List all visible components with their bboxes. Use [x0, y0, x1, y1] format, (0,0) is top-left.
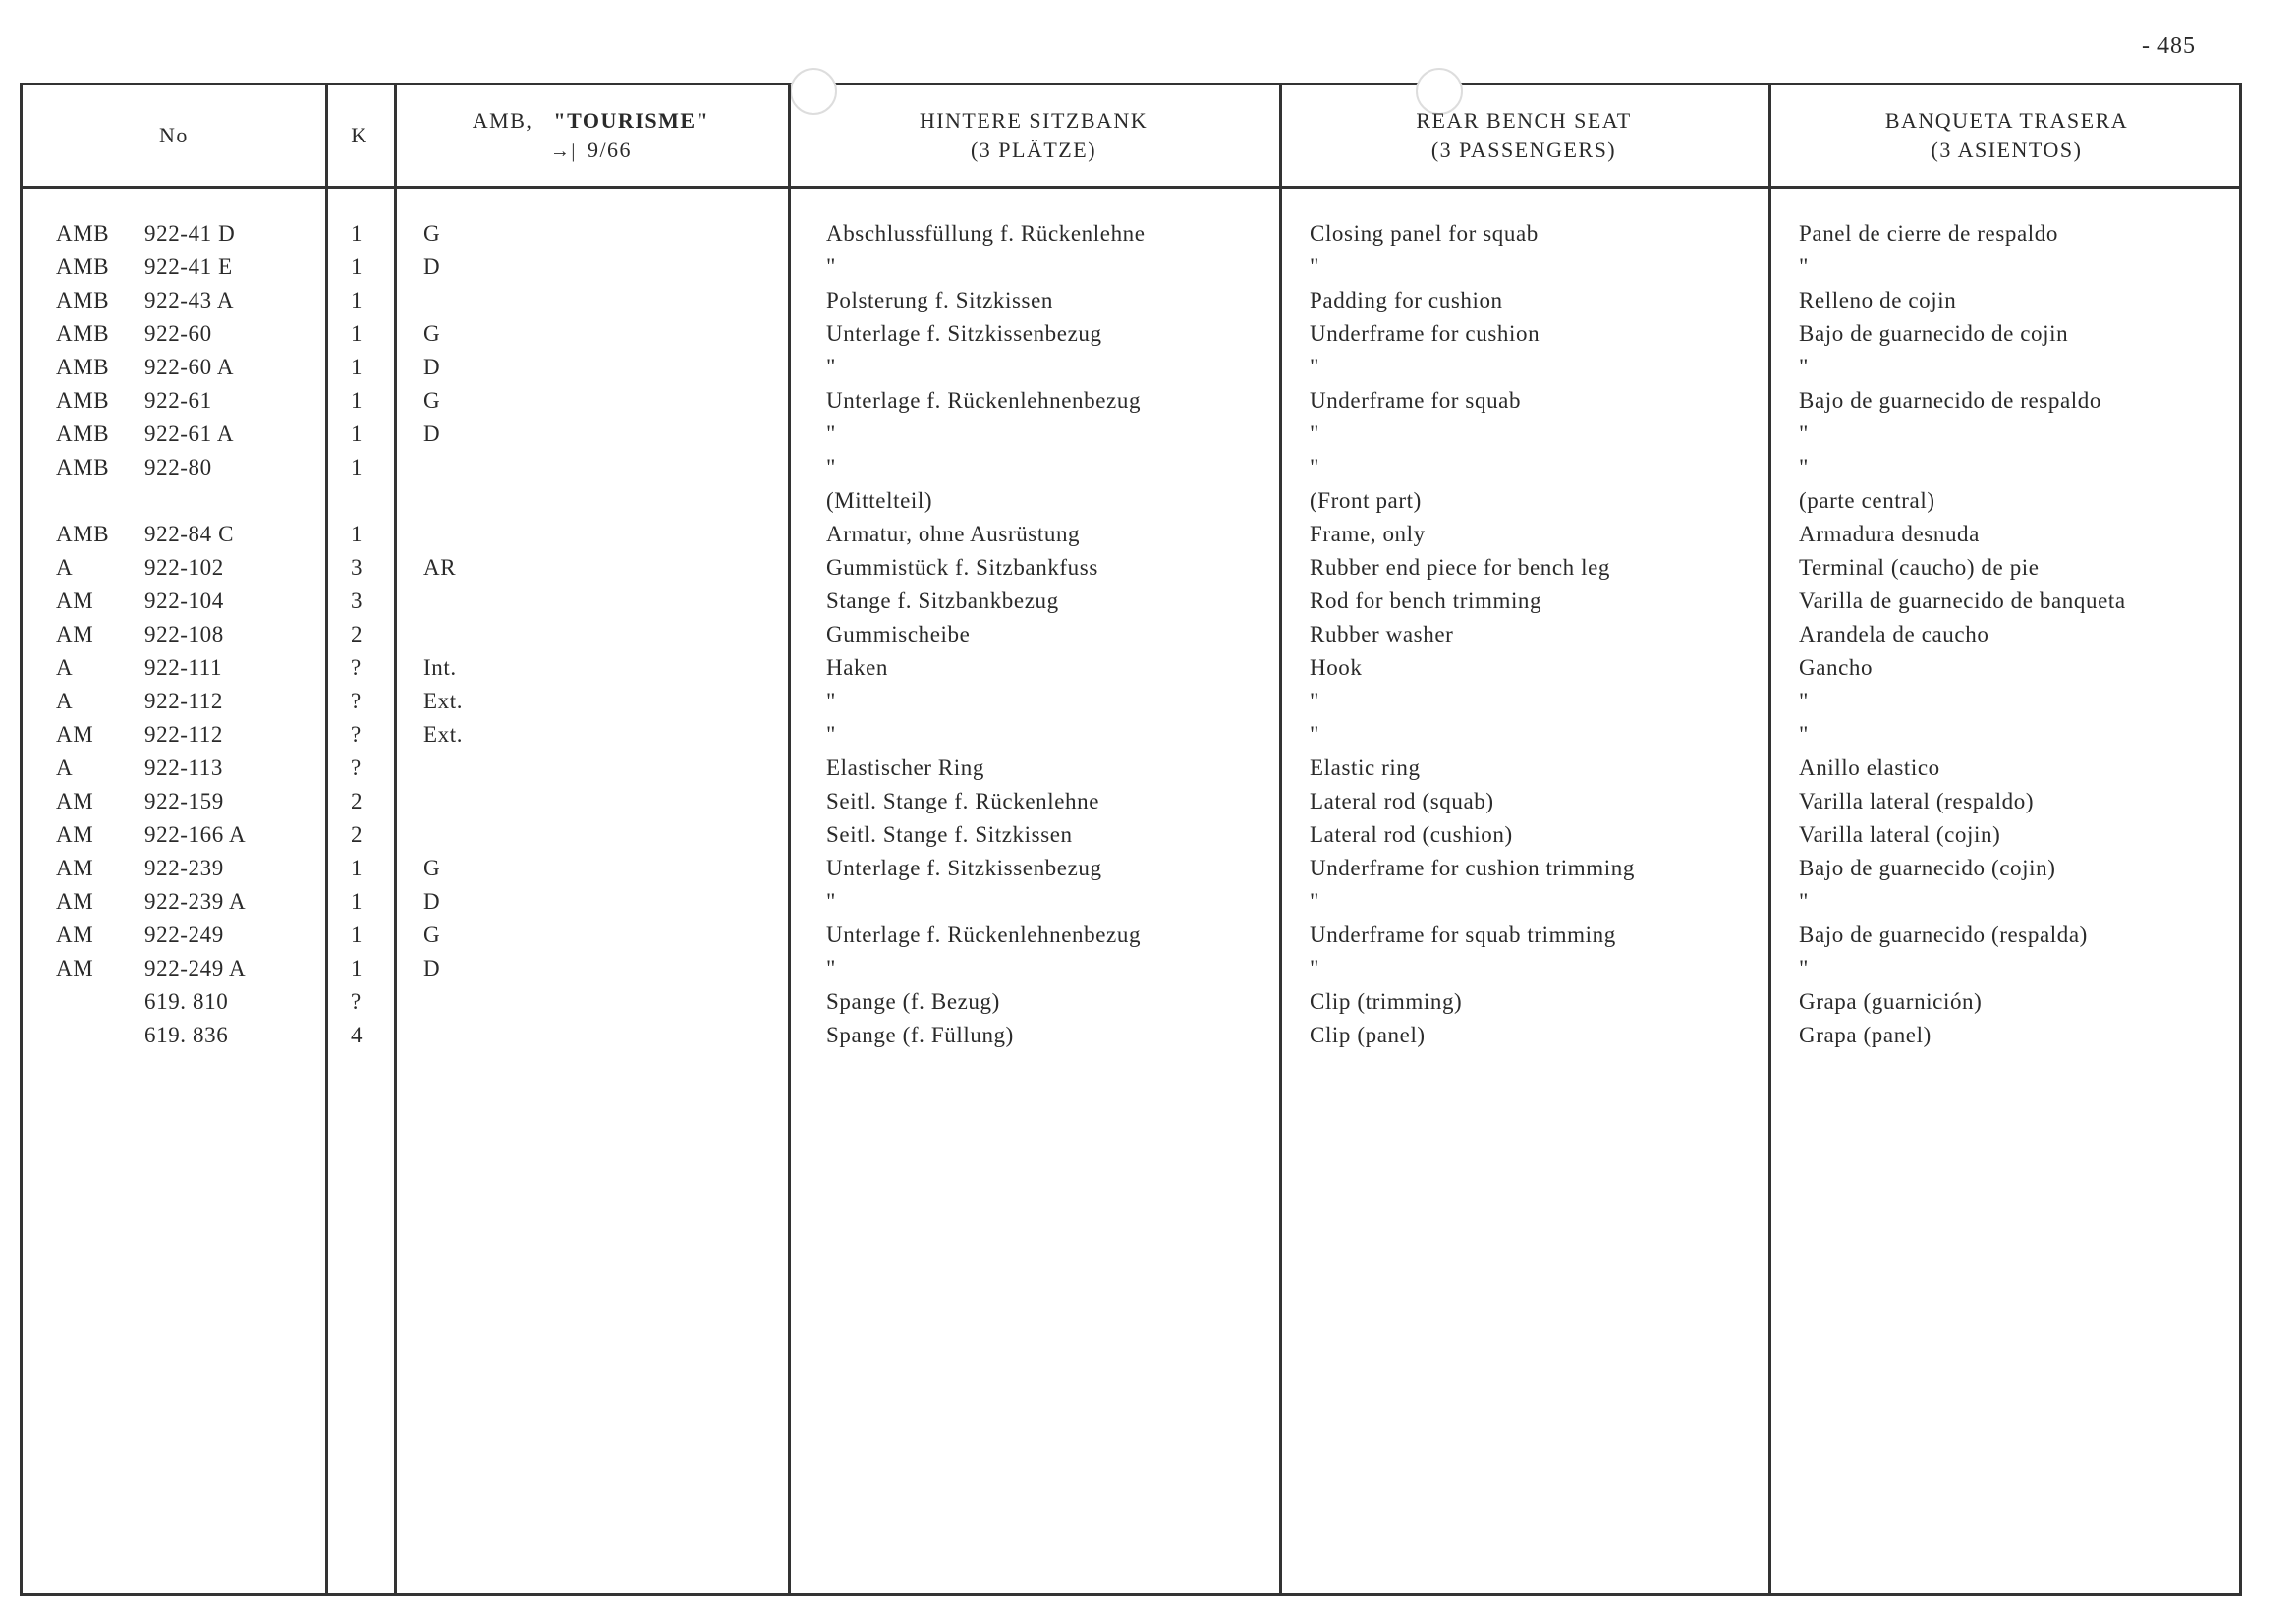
part-number: 922-113	[144, 756, 224, 780]
description-spanish: Bajo de guarnecido de respaldo	[1799, 388, 2101, 413]
part-number: 922-41 D	[144, 221, 236, 246]
description-german: Gummischeibe	[826, 622, 971, 646]
description-spanish: Bajo de guarnecido (cojin)	[1799, 856, 2056, 880]
description-spanish: "	[1799, 455, 1809, 479]
table-row	[23, 288, 2239, 321]
description-spanish: Varilla lateral (cojin)	[1799, 822, 2001, 847]
table-row	[23, 856, 2239, 889]
description-german: Haken	[826, 655, 889, 680]
description-spanish: "	[1799, 956, 1809, 980]
description-spanish: Grapa (panel)	[1799, 1023, 1932, 1047]
header-german-sub: (3 PLÄTZE)	[970, 138, 1097, 162]
description-spanish: "	[1799, 421, 1809, 446]
description-english: "	[1310, 455, 1319, 479]
variant: D	[423, 254, 441, 279]
description-german: Elastischer Ring	[826, 756, 984, 780]
table-row	[23, 254, 2239, 288]
quantity: 1	[351, 522, 364, 546]
quantity: 4	[351, 1023, 364, 1047]
description-spanish: Bajo de guarnecido de cojin	[1799, 321, 2069, 346]
description-english: Clip (panel)	[1310, 1023, 1426, 1047]
variant: G	[423, 923, 441, 947]
quantity: 1	[351, 288, 364, 312]
quantity: 3	[351, 588, 364, 613]
header-english	[1279, 85, 1768, 186]
variant: D	[423, 956, 441, 980]
description-spanish: "	[1799, 689, 1809, 713]
part-number: 922-249 A	[144, 956, 247, 980]
header-k-label: K	[351, 123, 368, 147]
table-row	[23, 555, 2239, 588]
header-model	[394, 85, 788, 186]
table-row	[23, 1023, 2239, 1056]
part-number: 922-80	[144, 455, 212, 479]
description-english: Padding for cushion	[1310, 288, 1503, 312]
description-english: "	[1310, 956, 1319, 980]
part-number: 922-41 E	[144, 254, 233, 279]
description-spanish: Grapa (guarnición)	[1799, 989, 1983, 1014]
description-english: Underframe for squab trimming	[1310, 923, 1616, 947]
part-number: 922-61	[144, 388, 212, 413]
part-prefix: AM	[56, 789, 94, 813]
description-spanish: Anillo elastico	[1799, 756, 1940, 780]
description-english: Underframe for cushion	[1310, 321, 1540, 346]
description-german: Unterlage f. Rückenlehnenbezug	[826, 388, 1142, 413]
part-number: 922-61 A	[144, 421, 235, 446]
description-german: Spange (f. Bezug)	[826, 989, 1000, 1014]
variant: D	[423, 421, 441, 446]
quantity: 1	[351, 889, 364, 914]
table-row	[23, 689, 2239, 722]
quantity: ?	[351, 756, 362, 780]
description-english: "	[1310, 722, 1319, 747]
description-german: (Mittelteil)	[826, 488, 933, 513]
quantity: ?	[351, 655, 362, 680]
part-number: 922-112	[144, 689, 224, 713]
description-german: "	[826, 421, 836, 446]
description-english: Lateral rod (cushion)	[1310, 822, 1513, 847]
description-spanish: Bajo de guarnecido (respalda)	[1799, 923, 2088, 947]
description-spanish: Arandela de caucho	[1799, 622, 1989, 646]
description-german: Abschlussfüllung f. Rückenlehne	[826, 221, 1146, 246]
variant: G	[423, 321, 441, 346]
description-german: "	[826, 355, 836, 379]
table-row	[23, 455, 2239, 488]
description-spanish: Varilla de guarnecido de banqueta	[1799, 588, 2126, 613]
part-prefix: AMB	[56, 421, 110, 446]
description-english: Hook	[1310, 655, 1363, 680]
part-prefix: AM	[56, 622, 94, 646]
quantity: 1	[351, 355, 364, 379]
description-german: "	[826, 455, 836, 479]
description-spanish: "	[1799, 254, 1809, 279]
part-number: 922-43 A	[144, 288, 235, 312]
description-english: Underframe for squab	[1310, 388, 1522, 413]
quantity: 1	[351, 455, 364, 479]
header-k	[325, 85, 394, 186]
parts-rows	[23, 221, 2239, 1056]
part-prefix: AMB	[56, 221, 110, 246]
header-english-title: REAR BENCH SEAT	[1416, 108, 1632, 133]
quantity: 1	[351, 421, 364, 446]
table-row	[23, 789, 2239, 822]
variant: D	[423, 889, 441, 914]
table-row	[23, 655, 2239, 689]
table-row	[23, 588, 2239, 622]
parts-table	[20, 83, 2242, 1596]
part-prefix: AM	[56, 956, 94, 980]
quantity: 1	[351, 221, 364, 246]
description-english: Rubber end piece for bench leg	[1310, 555, 1611, 580]
variant: Int.	[423, 655, 457, 680]
description-english: Rubber washer	[1310, 622, 1454, 646]
part-prefix: AM	[56, 923, 94, 947]
description-spanish: "	[1799, 355, 1809, 379]
table-row	[23, 622, 2239, 655]
table-row	[23, 956, 2239, 989]
part-prefix: AM	[56, 588, 94, 613]
part-prefix: AMB	[56, 254, 110, 279]
description-german: Seitl. Stange f. Rückenlehne	[826, 789, 1100, 813]
variant: AR	[423, 555, 457, 580]
part-number: 922-84 C	[144, 522, 235, 546]
part-number: 922-166 A	[144, 822, 247, 847]
header-german-title: HINTERE SITZBANK	[919, 108, 1148, 133]
table-row	[23, 989, 2239, 1023]
part-prefix: AM	[56, 822, 94, 847]
description-english: "	[1310, 421, 1319, 446]
variant: G	[423, 856, 441, 880]
part-prefix: AMB	[56, 355, 110, 379]
part-number: 922-111	[144, 655, 223, 680]
quantity: 2	[351, 822, 364, 847]
description-english: "	[1310, 889, 1319, 914]
description-english: Frame, only	[1310, 522, 1426, 546]
part-number: 922-108	[144, 622, 224, 646]
part-number: 922-60	[144, 321, 212, 346]
quantity: 3	[351, 555, 364, 580]
variant: D	[423, 355, 441, 379]
header-model-line	[473, 106, 709, 136]
header-divider	[23, 186, 2239, 189]
description-german: Gummistück f. Sitzbankfuss	[826, 555, 1098, 580]
table-row	[23, 388, 2239, 421]
header-no	[23, 85, 325, 186]
part-prefix: AM	[56, 889, 94, 914]
description-german: Armatur, ohne Ausrüstung	[826, 522, 1081, 546]
description-english: Clip (trimming)	[1310, 989, 1463, 1014]
quantity: 2	[351, 622, 364, 646]
description-german: Seitl. Stange f. Sitzkissen	[826, 822, 1073, 847]
description-english: Closing panel for squab	[1310, 221, 1539, 246]
part-prefix: AM	[56, 722, 94, 747]
header-no-label: No	[159, 123, 189, 147]
table-row	[23, 923, 2239, 956]
part-number: 922-112	[144, 722, 224, 747]
quantity: 1	[351, 856, 364, 880]
description-english: "	[1310, 254, 1319, 279]
table-row	[23, 889, 2239, 923]
description-spanish: Gancho	[1799, 655, 1874, 680]
description-english: Lateral rod (squab)	[1310, 789, 1494, 813]
description-german: "	[826, 956, 836, 980]
quantity: ?	[351, 722, 362, 747]
part-number: 922-159	[144, 789, 224, 813]
header-spanish-title: BANQUETA TRASERA	[1884, 108, 2129, 133]
quantity: 1	[351, 254, 364, 279]
description-english: "	[1310, 689, 1319, 713]
description-german: Stange f. Sitzbankbezug	[826, 588, 1059, 613]
part-number: 922-104	[144, 588, 224, 613]
description-german: "	[826, 889, 836, 914]
header-model-prefix: AMB,	[472, 107, 533, 133]
variant: Ext.	[423, 722, 464, 747]
description-german: "	[826, 689, 836, 713]
quantity: 1	[351, 321, 364, 346]
part-prefix: AMB	[56, 288, 110, 312]
header-spanish-sub: (3 ASIENTOS)	[1931, 138, 2083, 162]
description-german: "	[826, 722, 836, 747]
description-spanish: "	[1799, 889, 1809, 914]
header-spanish	[1768, 85, 2245, 186]
description-spanish: Armadura desnuda	[1799, 522, 1980, 546]
description-german: Unterlage f. Sitzkissenbezug	[826, 321, 1102, 346]
quantity: 1	[351, 956, 364, 980]
table-row	[23, 321, 2239, 355]
header-english-sub: (3 PASSENGERS)	[1430, 138, 1617, 162]
variant: G	[423, 388, 441, 413]
part-number: 922-60 A	[144, 355, 235, 379]
part-prefix: AM	[56, 856, 94, 880]
part-prefix: AMB	[56, 522, 110, 546]
description-german: Polsterung f. Sitzkissen	[826, 288, 1053, 312]
variant: Ext.	[423, 689, 464, 713]
part-prefix: A	[56, 689, 74, 713]
table-row	[23, 756, 2239, 789]
header-model-date: 9/66	[587, 137, 633, 162]
header-model-name: "TOURISME"	[553, 107, 710, 133]
variant: G	[423, 221, 441, 246]
table-row	[23, 722, 2239, 756]
description-spanish: (parte central)	[1799, 488, 1935, 513]
part-number: 922-249	[144, 923, 224, 947]
part-prefix: A	[56, 655, 74, 680]
header-model-date-line	[550, 136, 632, 166]
part-prefix: A	[56, 555, 74, 580]
part-prefix: AMB	[56, 455, 110, 479]
part-prefix: AMB	[56, 321, 110, 346]
description-english: Underframe for cushion trimming	[1310, 856, 1635, 880]
quantity: 2	[351, 789, 364, 813]
quantity: 1	[351, 388, 364, 413]
table-row	[23, 522, 2239, 555]
part-number: 922-239	[144, 856, 224, 880]
description-german: Spange (f. Füllung)	[826, 1023, 1014, 1047]
page-number: - 485	[2142, 33, 2196, 59]
table-row	[23, 421, 2239, 455]
part-number: 922-102	[144, 555, 224, 580]
description-spanish: "	[1799, 722, 1809, 747]
part-number: 619. 810	[144, 989, 229, 1014]
table-row	[23, 221, 2239, 254]
description-spanish: Terminal (caucho) de pie	[1799, 555, 2040, 580]
description-spanish: Varilla lateral (respaldo)	[1799, 789, 2035, 813]
description-german: Unterlage f. Sitzkissenbezug	[826, 856, 1102, 880]
table-row	[23, 355, 2239, 388]
quantity: ?	[351, 689, 362, 713]
part-prefix: AMB	[56, 388, 110, 413]
description-english: (Front part)	[1310, 488, 1422, 513]
table-row	[23, 488, 2239, 522]
part-number: 619. 836	[144, 1023, 229, 1047]
description-english: "	[1310, 355, 1319, 379]
quantity: ?	[351, 989, 362, 1014]
description-spanish: Panel de cierre de respaldo	[1799, 221, 2058, 246]
quantity: 1	[351, 923, 364, 947]
description-german: "	[826, 254, 836, 279]
part-number: 922-239 A	[144, 889, 247, 914]
table-row	[23, 822, 2239, 856]
description-english: Elastic ring	[1310, 756, 1421, 780]
description-english: Rod for bench trimming	[1310, 588, 1542, 613]
description-spanish: Relleno de cojin	[1799, 288, 1957, 312]
description-german: Unterlage f. Rückenlehnenbezug	[826, 923, 1142, 947]
until-arrow-icon: →|	[549, 140, 577, 162]
header-german	[788, 85, 1279, 186]
part-prefix: A	[56, 756, 74, 780]
